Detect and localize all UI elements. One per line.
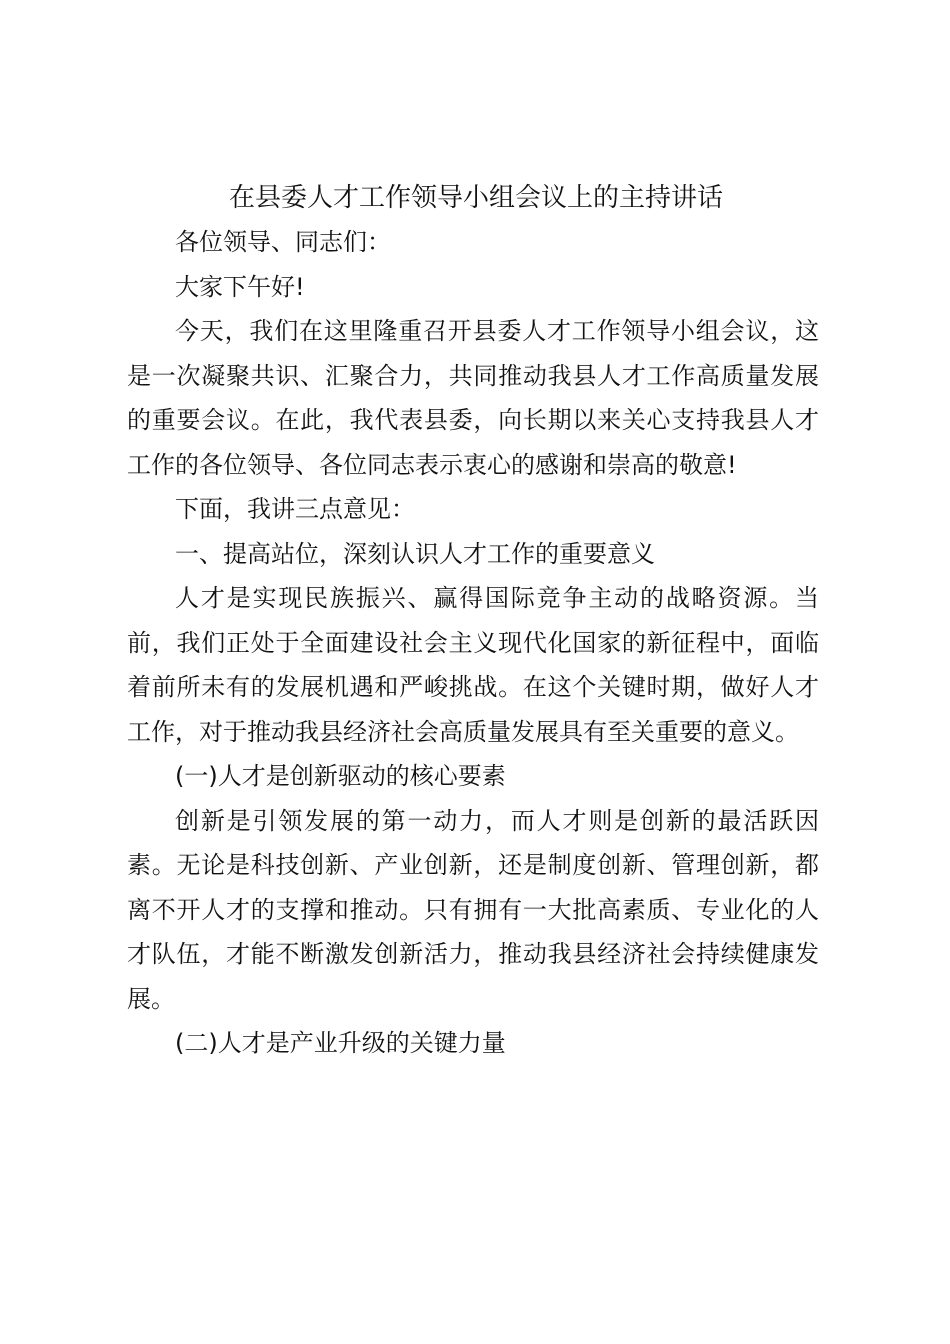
- transition-paragraph: 下面，我讲三点意见：: [175, 495, 415, 523]
- document-body: [127, 176, 819, 1066]
- section-1-paragraph: 人才是实现民族振兴、赢得国际竞争主动的战略资源。当前，我们正处于全面建设社会主义现代化国家的新征程中，面临着前所未有的发展机遇和严峻挑战。在这个关键时期，做好人才工作，对于推动我县经济社会高质量发展具有至关重要的意义。: [127, 584, 819, 746]
- opening-paragraph: 今天，我们在这里隆重召开县委人才工作领导小组会议，这是一次凝聚共识、汇聚合力，共同推动我县人才工作高质量发展的重要会议。在此，我代表县委，向长期以来关心支持我县人才工作的各位领导、各位同志表示衷心的感谢和崇高的敬意!: [127, 317, 819, 479]
- subsection-1-paragraph: 创新是引领发展的第一动力，而人才则是创新的最活跃因素。无论是科技创新、产业创新，还是制度创新、管理创新，都离不开人才的支撑和推动。只有拥有一大批高素质、专业化的人才队伍，才能不断激发创新活力，推动我县经济社会持续健康发展。: [127, 806, 819, 1013]
- greeting: 各位领导、同志们：: [175, 228, 391, 256]
- document-title: 在县委人才工作领导小组会议上的主持讲话: [228, 183, 723, 213]
- section-heading-1: 一、提高站位，深刻认识人才工作的重要意义: [175, 539, 655, 568]
- subsection-heading-1: (一)人才是创新驱动的核心要素: [175, 762, 506, 790]
- subsection-heading-2: (二)人才是产业升级的关键力量: [175, 1029, 506, 1057]
- salutation: 大家下午好!: [175, 272, 305, 301]
